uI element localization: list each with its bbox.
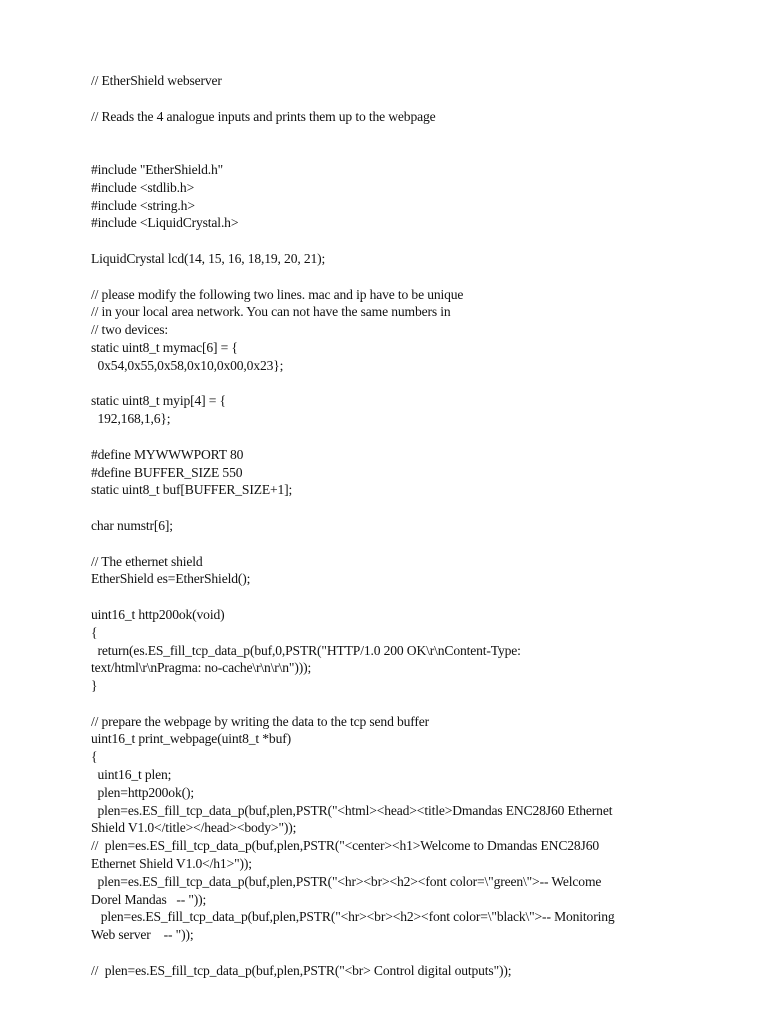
code-line: plen=http200ok(); [91, 784, 194, 800]
code-line: static uint8_t mymac[6] = { [91, 339, 238, 355]
blank-line [91, 428, 731, 446]
code-line: // prepare the webpage by writing the data to the tcp send buffer [91, 713, 430, 729]
code-line: plen=es.ES_fill_tcp_data_p(buf,plen,PSTR("<hr><br><h2><font color=\"black\">-- Monitoring [91, 909, 615, 925]
code-listing [91, 72, 731, 980]
blank-line [91, 588, 731, 606]
blank-line [91, 375, 731, 393]
code-line: Ethernet Shield V1.0</h1>")); [91, 856, 252, 872]
code-line: uint16_t http200ok(void) [91, 606, 225, 622]
code-line: LiquidCrystal lcd(14, 15, 16, 18,19, 20, 21); [91, 250, 326, 266]
code-line: text/html\r\nPragma: no-cache\r\n\r\n"))); [91, 660, 312, 676]
code-line: Shield V1.0</title></head><body>")); [91, 820, 297, 836]
code-line: char numstr[6]; [91, 517, 173, 533]
code-line: #define MYWWWPORT 80 [91, 446, 244, 462]
code-line: // EtherShield webserver [91, 73, 222, 88]
code-line: // Reads the 4 analogue inputs and prints them up to the webpage [91, 108, 436, 124]
code-line: // in your local area network. You can not have the same numbers in [91, 304, 451, 320]
code-line: #include <stdlib.h> [91, 179, 195, 195]
code-line: static uint8_t myip[4] = { [91, 393, 226, 409]
code-line: // please modify the following two lines. mac and ip have to be unique [91, 286, 464, 302]
code-line: 0x54,0x55,0x58,0x10,0x00,0x23}; [91, 357, 284, 373]
code-line: #define BUFFER_SIZE 550 [91, 464, 243, 480]
code-line: #include <LiquidCrystal.h> [91, 215, 239, 231]
blank-line [91, 268, 731, 286]
code-line: plen=es.ES_fill_tcp_data_p(buf,plen,PSTR("<html><head><title>Dmandas ENC28J60 Ethernet [91, 802, 613, 818]
code-line: // two devices: [91, 322, 169, 338]
blank-line [91, 944, 731, 962]
code-line: } [91, 678, 98, 694]
code-line: #include "EtherShield.h" [91, 161, 224, 177]
blank-line [91, 143, 731, 161]
code-line: { [91, 624, 98, 640]
blank-line [91, 125, 731, 143]
code-line: static uint8_t buf[BUFFER_SIZE+1]; [91, 482, 293, 498]
code-line: { [91, 749, 98, 765]
code-line: // The ethernet shield [91, 553, 203, 569]
code-line: // plen=es.ES_fill_tcp_data_p(buf,plen,PSTR("<center><h1>Welcome to Dmandas ENC28J60 [91, 838, 599, 854]
code-line: plen=es.ES_fill_tcp_data_p(buf,plen,PSTR("<hr><br><h2><font color=\"green\">-- Welcome [91, 873, 602, 889]
blank-line [91, 90, 731, 108]
code-line: #include <string.h> [91, 197, 195, 213]
code-line: Web server -- ")); [91, 927, 194, 943]
code-line: // plen=es.ES_fill_tcp_data_p(buf,plen,PSTR("<br> Control digital outputs")); [91, 962, 512, 978]
blank-line [91, 232, 731, 250]
code-line: return(es.ES_fill_tcp_data_p(buf,0,PSTR("HTTP/1.0 200 OK\r\nContent-Type: [91, 642, 521, 658]
code-line: EtherShield es=EtherShield(); [91, 571, 251, 587]
code-line: 192,168,1,6}; [91, 411, 171, 427]
code-line: uint16_t print_webpage(uint8_t *buf) [91, 731, 291, 747]
code-line: uint16_t plen; [91, 767, 172, 783]
blank-line [91, 695, 731, 713]
code-line: Dorel Mandas -- ")); [91, 891, 207, 907]
blank-line [91, 535, 731, 553]
blank-line [91, 499, 731, 517]
